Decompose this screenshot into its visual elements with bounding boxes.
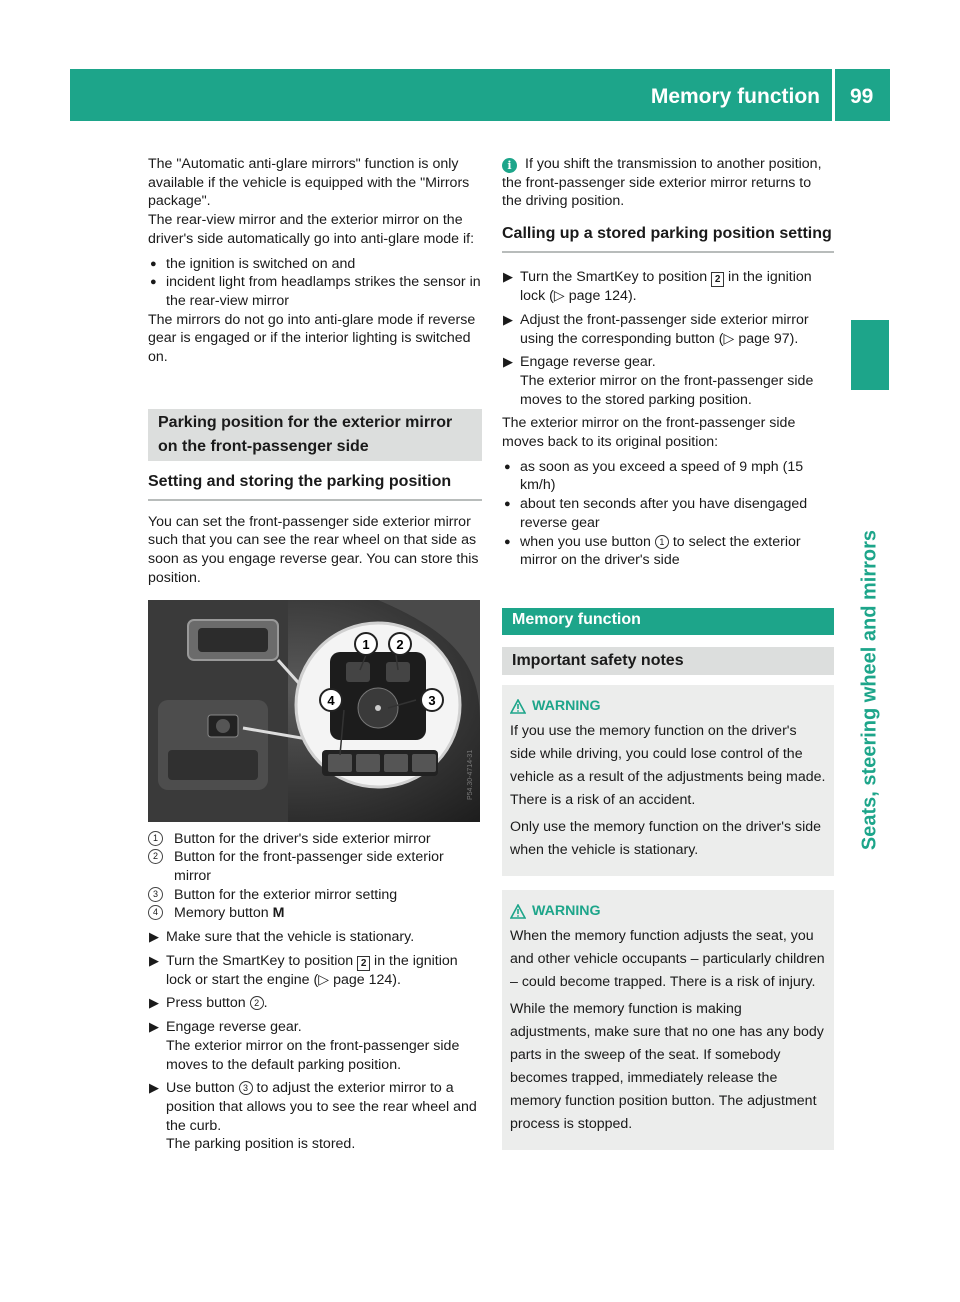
bullet-icon: ● [150,257,157,270]
info-icon: i [502,158,517,173]
key-position-icon: 2 [357,956,370,971]
step-item: ▶ Engage reverse gear. The exterior mirror on the front-passenger side moves to the stored parking position. [503,354,814,408]
bullet-icon: ● [150,276,157,289]
step-item: ▶ Use button 3 to adjust the exterior mirror to a position that allows you to see the rear wheel and the curb. The parking position is stored. [149,1080,477,1153]
step-arrow-icon: ▶ [149,929,159,945]
step-arrow-icon: ▶ [149,1019,159,1035]
intro-paragraph-3: The mirrors do not go into anti-glare mode if reverse gear is engaged or if the interior lighting is switched on. [148,311,476,366]
warning-triangle-icon [510,904,526,919]
bullet-icon: ● [504,460,511,473]
header-title: Memory function [650,85,820,108]
page-header [70,69,890,121]
warning-text: While the memory function is making adjustments, make sure that no one has any body parts in the sweep of the seat. If somebody becomes trapped, immediately release the memory function position button. The adjustment process is stopped. [510,1000,824,1132]
list-item: ● the ignition is switched on and [150,255,356,272]
svg-text:3: 3 [428,692,436,708]
intro-paragraph-2: The rear-view mirror and the exterior mirror on the driver's side automatically go into anti-glare mode if: [148,212,475,247]
warning-box [502,685,834,876]
step-item: ▶ Engage reverse gear. The exterior mirror on the front-passenger side moves to the default parking position. [149,1019,460,1073]
warning-box [502,890,834,1150]
memory-function-heading: Memory function [502,608,834,635]
warning-text: Only use the memory function on the driver's side when the vehicle is stationary. [510,818,822,858]
step-arrow-icon: ▶ [503,354,513,370]
header-divider [832,69,835,121]
step-arrow-icon: ▶ [149,995,159,1011]
info-note: i If you shift the transmission to another position, the front-passenger side exterior mirror returns to the driving position. [502,156,822,210]
svg-text:1: 1 [362,636,370,652]
warning-text: When the memory function adjusts the seat, you and other vehicle occupants – particularly children – could become trapped. There is a risk of injury. [510,927,825,990]
recall-steps [502,268,834,409]
legend-item: 3 Button for the exterior mirror setting [148,886,482,905]
bullet-icon: ● [504,498,511,511]
button-number-icon: 2 [250,996,264,1010]
bullet-icon: ● [504,535,511,548]
body-paragraph: You can set the front-passenger side exterior mirror such that you can see the rear wheel on that side as soon as you engage reverse gear. You can store this position. [148,513,479,586]
intro-paragraph-1: The "Automatic anti-glare mirrors" function is only available if the vehicle is equipped with the "Mirrors package". [148,156,470,210]
warning-title: WARNING [510,900,826,923]
warning-title: WARNING [510,695,826,718]
svg-text:4: 4 [327,692,335,708]
page-ref-icon: ▷ [723,330,735,347]
button-number-icon: 1 [655,535,669,549]
step-arrow-icon: ▶ [149,952,159,968]
figure-code: P54.30-4714-31 [467,749,474,800]
list-item: ● incident light from headlamps strikes the sensor in the rear-view mirror [150,274,481,309]
svg-text:2: 2 [396,636,404,652]
page-ref-icon: ▷ [553,288,565,305]
step-item: ▶ Adjust the front-passenger side exterior mirror using the corresponding button (▷ page 97). [503,311,809,347]
door-panel-illustration [148,600,480,822]
condition-list [148,255,482,311]
legend-item: 2 Button for the front-passenger side exterior mirror [148,848,482,885]
list-item: ● about ten seconds after you have disengaged reverse gear [504,496,808,531]
legend-item: 1 Button for the driver's side exterior mirror [148,830,482,849]
return-conditions [502,458,834,570]
page-ref-icon: ▷ [318,971,330,988]
sub-heading: Setting and storing the parking position [148,471,482,501]
step-item: ▶ Make sure that the vehicle is stationary. [149,929,415,946]
step-item: ▶ Press button 2 . [149,995,268,1012]
page-number: 99 [850,85,874,108]
figure-legend [148,830,482,924]
step-arrow-icon: ▶ [503,311,513,327]
side-tab-label: Seats, steering wheel and mirrors [858,529,881,851]
right-column [502,155,834,1150]
step-arrow-icon: ▶ [149,1080,159,1096]
left-column [148,155,482,1159]
warning-triangle-icon [510,699,526,714]
sub-heading: Calling up a stored parking position setting [502,223,834,253]
legend-item: 4 Memory button M [148,904,482,923]
step-arrow-icon: ▶ [503,269,513,285]
mirror-controls-photo [148,600,480,822]
step-item: ▶ Turn the SmartKey to position 2 in the ignition lock (▷ page 124). [503,269,812,305]
list-item: ● as soon as you exceed a speed of 9 mph (15 km/h) [504,458,804,494]
section-heading: Parking position for the exterior mirror on the front-passenger side [148,409,482,461]
body-paragraph: The exterior mirror on the front-passenger side moves back to its original position: [502,415,796,451]
button-number-icon: 3 [239,1081,253,1095]
safety-notes-heading: Important safety notes [502,647,834,675]
setting-steps [148,928,482,1154]
side-tab-block [851,320,889,390]
key-position-icon: 2 [711,272,724,287]
step-item: ▶ Turn the SmartKey to position 2 in the ignition lock or start the engine (▷ page 124). [149,952,458,988]
warning-text: If you use the memory function on the driver's side while driving, you could lose control of the vehicle as a result of the adjustments being made. There is a risk of an accident. [510,722,826,808]
list-item: ● when you use button 1 to select the exterior mirror on the driver's side [504,533,801,569]
